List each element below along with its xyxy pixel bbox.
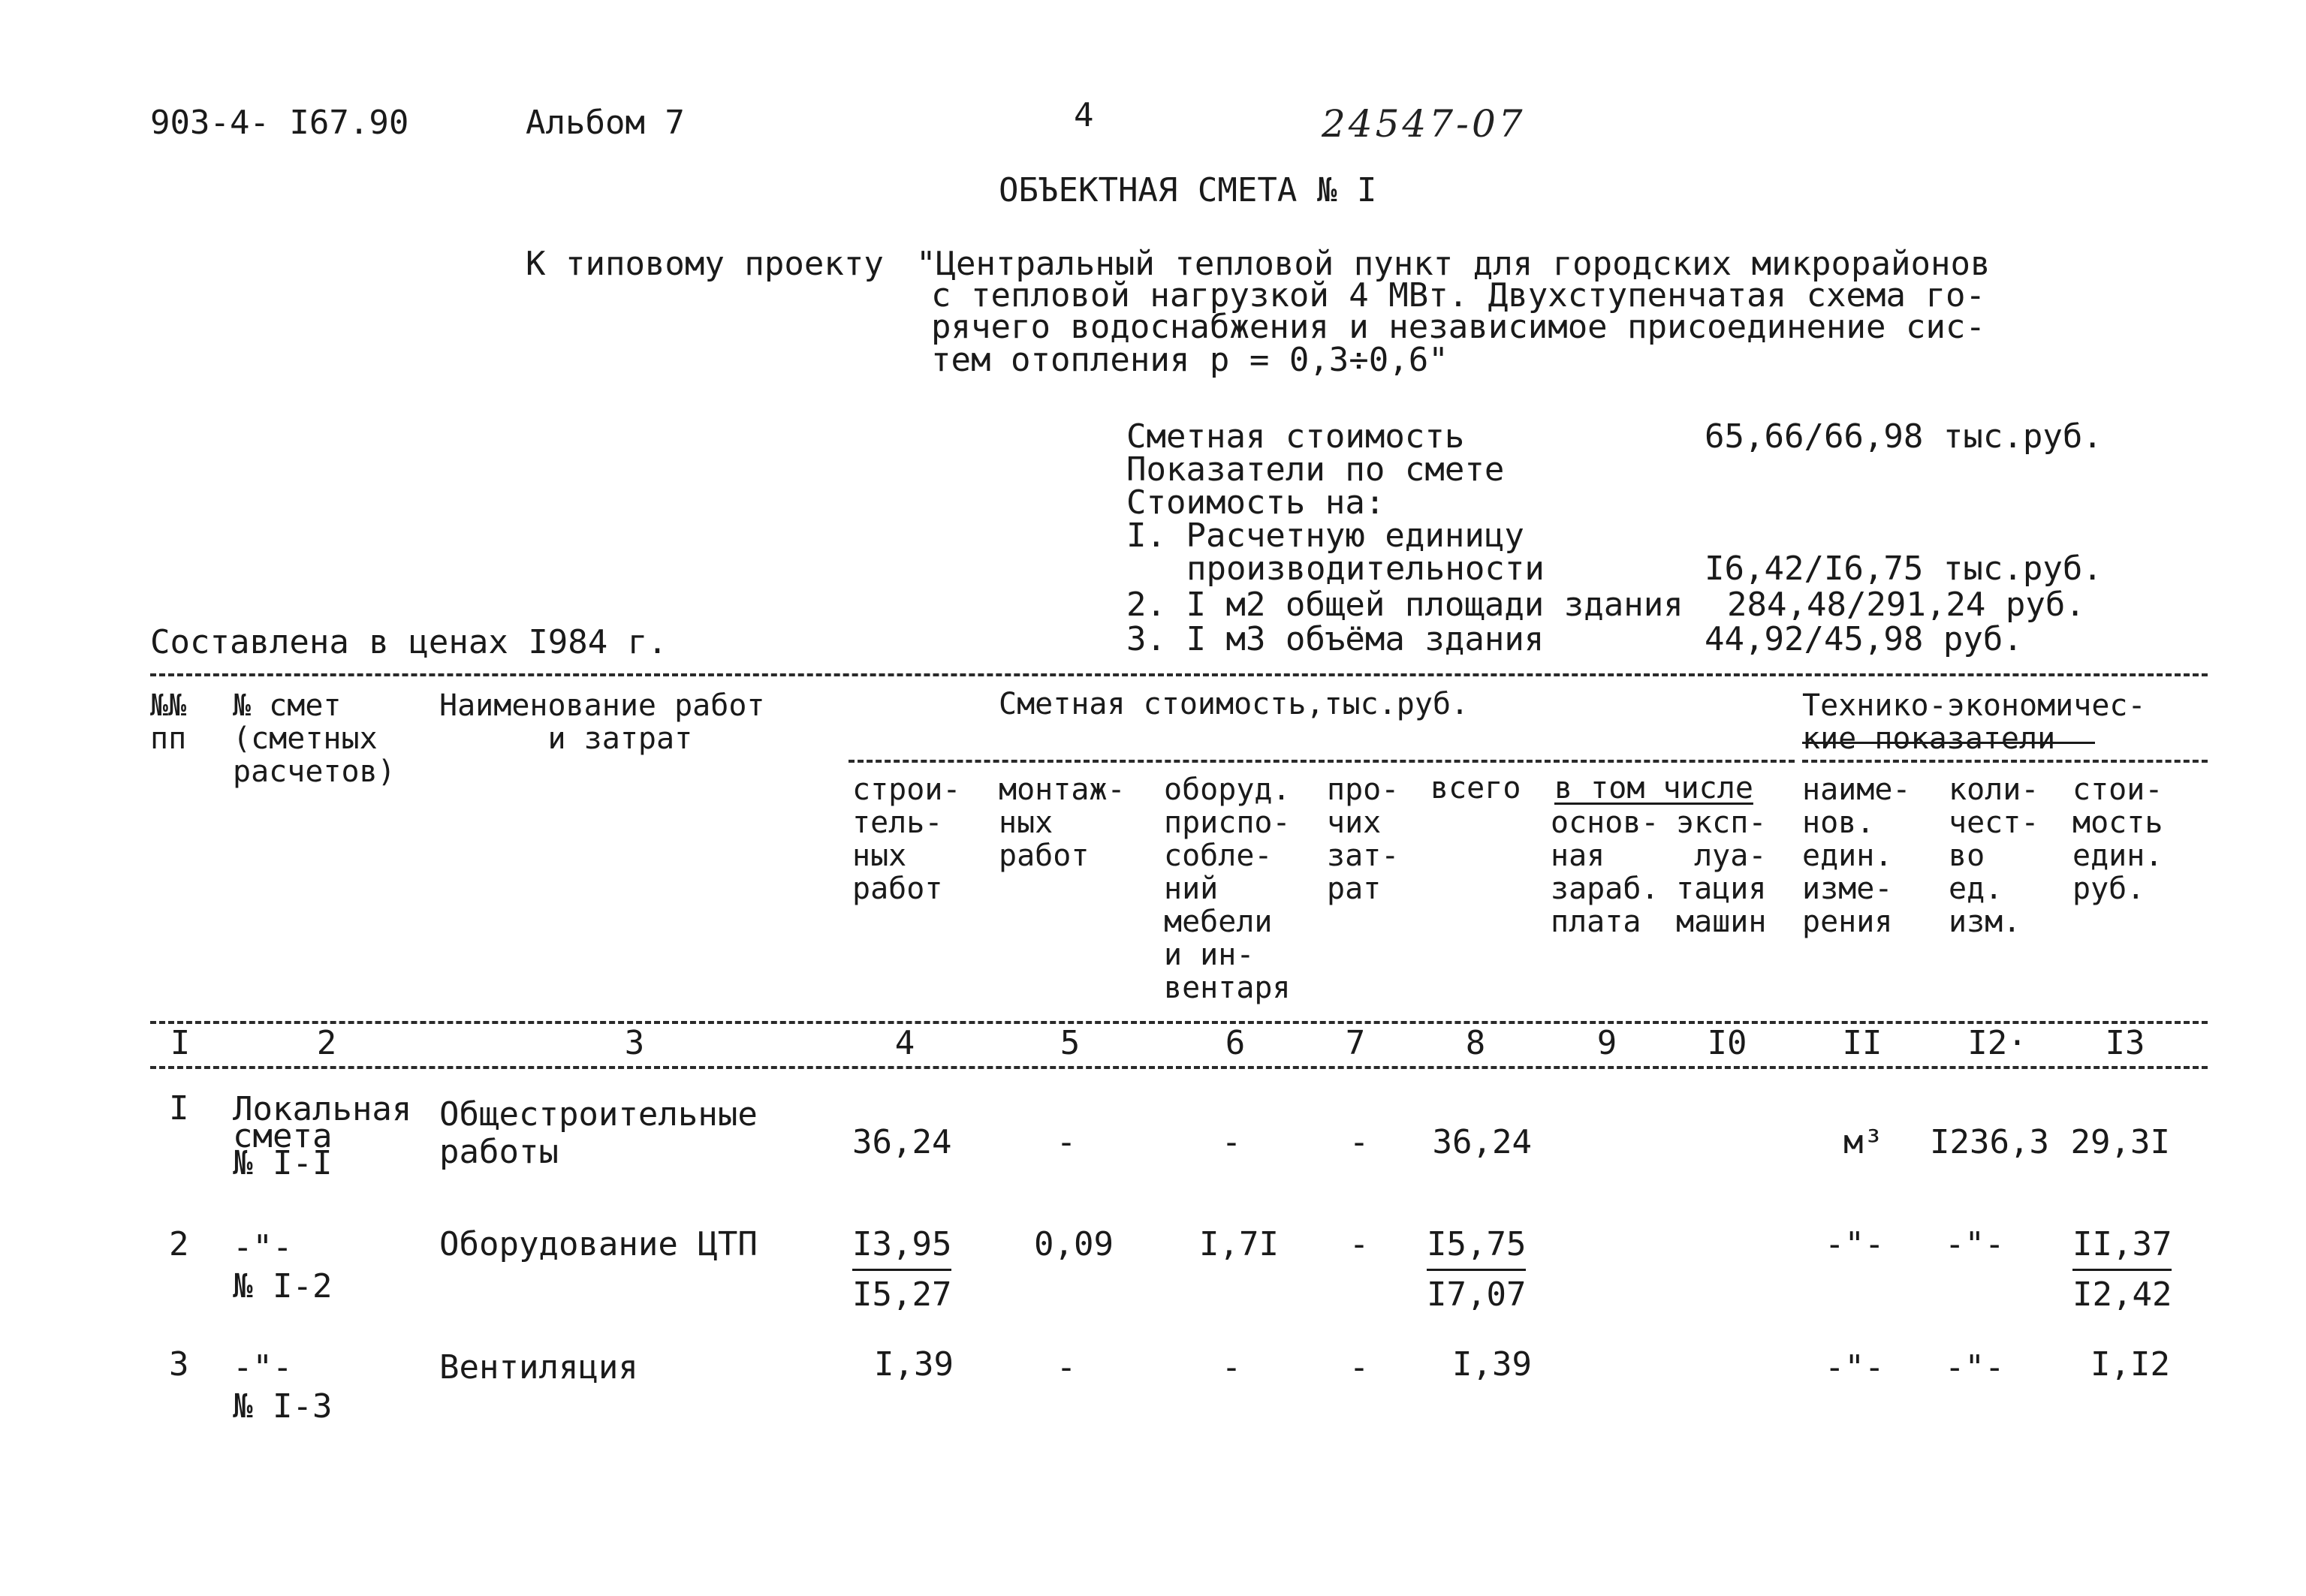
header-bottom-rule [150,1021,2208,1024]
row-work-name: Вентиляция [439,1348,638,1387]
page-title: ОБЪЕКТНАЯ СМЕТА № I [999,171,1377,209]
page-number: 4 [1074,96,1094,134]
project-line-2: с тепловой нагрузкой 4 МВт. Двухступенчатая схема го- [931,276,1985,315]
header-tech-group: Технико-экономичес- кие показатели [1802,688,2146,756]
header-other: про- чих зат- рат [1327,772,1400,906]
handwritten-number: 24547-07 [1322,102,1526,146]
row-unit-cost: 29,3I [2070,1123,2170,1161]
row-unit-cost-alt: I2,42 [2072,1275,2172,1314]
prices-note: Составлена в ценах I984 г. [150,623,668,661]
item3-value: 44,92/45,98 руб. [1705,620,2023,658]
row-unit: -"- [1825,1225,1885,1263]
project-line-4: тем отопления р = 0,3÷0,6" [931,341,1448,379]
header-row-number: №№ пп [150,688,187,756]
cost-label: Сметная стоимость [1126,417,1465,456]
col-number-5: 5 [1060,1024,1081,1062]
project-prefix: К типовому проекту [526,245,884,283]
cost-for-label: Стоимость на: [1126,483,1385,522]
header-unit: наиме- нов. един. изме- рения [1802,772,1911,939]
col-number-12: I2· [1967,1024,2027,1062]
row-installation: - [1056,1123,1077,1161]
row-estimate: -"- № I-3 [233,1348,333,1426]
indicators-label: Показатели по смете [1126,450,1505,489]
header-cost-group: Сметная стоимость,тыс.руб. [999,687,1470,721]
row-equipment: - [1221,1348,1242,1387]
col-number-6: 6 [1225,1024,1246,1062]
header-base-salary: основ- ная зараб. плата [1551,806,1659,939]
album-label: Альбом 7 [526,104,685,142]
col-number-13: I3 [2105,1024,2145,1062]
header-quantity: коли- чест- во ед. изм. [1949,772,2039,939]
project-line-3: рячего водоснабжения и независимое присоединение сис- [931,308,1985,346]
item1-label-cont: производительности [1186,550,1545,588]
table-top-rule [150,673,2208,676]
row-construction-alt: I5,27 [852,1275,952,1314]
col-number-11: II [1842,1024,1882,1062]
row-equipment: I,7I [1199,1225,1279,1263]
row-construction: I3,95 [852,1228,951,1271]
col-number-8: 8 [1465,1024,1486,1062]
cost-value: 65,66/66,98 тыс.руб. [1705,417,2103,456]
row-total: I5,75 [1427,1228,1526,1271]
row-total: I,39 [1452,1345,1532,1384]
project-line-1: "Центральный тепловой пункт для городских микрорайонов [916,245,1991,283]
row-quantity: -"- [1945,1348,2005,1387]
row-work-name: Общестроительные работы [439,1095,758,1171]
header-machine-operation: эксп- луа- тация машин [1676,806,1767,939]
header-construction: строи- тель- ных работ [852,772,961,906]
row-quantity: -"- [1945,1225,2005,1263]
col-number-1: I [170,1024,191,1062]
row-number: I [169,1089,189,1128]
row-other: - [1349,1123,1370,1161]
col-number-7: 7 [1345,1024,1366,1062]
col-numbers-rule [150,1066,2208,1069]
row-equipment: - [1221,1123,1242,1161]
col-number-4: 4 [894,1024,915,1062]
row-unit: м³ [1843,1123,1883,1161]
header-unit-cost: стои- мость един. руб. [2072,772,2163,906]
row-installation: - [1056,1348,1077,1387]
row-work-name: Оборудование ЦТП [439,1225,758,1263]
row-unit-cost: I,I2 [2090,1345,2170,1384]
row-quantity: I236,3 [1930,1123,2049,1161]
item1-label: I. Расчетную единицу [1126,516,1524,555]
row-total-fraction [1427,1225,1527,1314]
header-estimate-number: № смет (сметных расчетов) [233,688,396,789]
row-estimate: Локальная смета № I-I [233,1090,412,1182]
item2-label: 2. I м2 общей площади здания [1126,586,1684,624]
header-total: всего [1430,771,1521,806]
tech-group-rule [1802,760,2208,763]
row-number: 2 [169,1225,189,1263]
col-number-2: 2 [316,1024,337,1062]
row-unit-cost: II,37 [2072,1228,2172,1271]
row-construction-fraction [852,1225,952,1314]
header-installation: монтаж- ных работ [999,772,1126,873]
row-estimate: -"- № I-2 [233,1228,333,1305]
row-installation: 0,09 [1034,1225,1114,1263]
item3-label: 3. I м3 объёма здания [1126,620,1545,658]
header-including: в том числе [1554,771,1753,806]
row-other: - [1349,1225,1370,1263]
row-total: 36,24 [1432,1123,1532,1161]
row-unit-cost-fraction [2072,1225,2172,1314]
row-number: 3 [169,1345,189,1384]
document-code: 903-4- I67.90 [150,104,409,142]
row-other: - [1349,1348,1370,1387]
row-construction: I,39 [874,1345,954,1384]
col-number-10: I0 [1707,1024,1747,1062]
item2-value: 284,48/291,24 руб. [1727,586,2085,624]
row-total-alt: I7,07 [1427,1275,1527,1314]
tech-group-underline [1802,742,2095,744]
header-work-name: Наименование работ и затрат [439,688,765,756]
row-unit: -"- [1825,1348,1885,1387]
row-construction: 36,24 [852,1123,952,1161]
item1-value: I6,42/I6,75 тыс.руб. [1705,550,2103,588]
cost-group-rule [849,760,1795,763]
col-number-3: 3 [624,1024,645,1062]
header-equipment: оборуд. приспо- собле- ний мебели и ин- вентаря [1164,772,1291,1005]
col-number-9: 9 [1596,1024,1617,1062]
